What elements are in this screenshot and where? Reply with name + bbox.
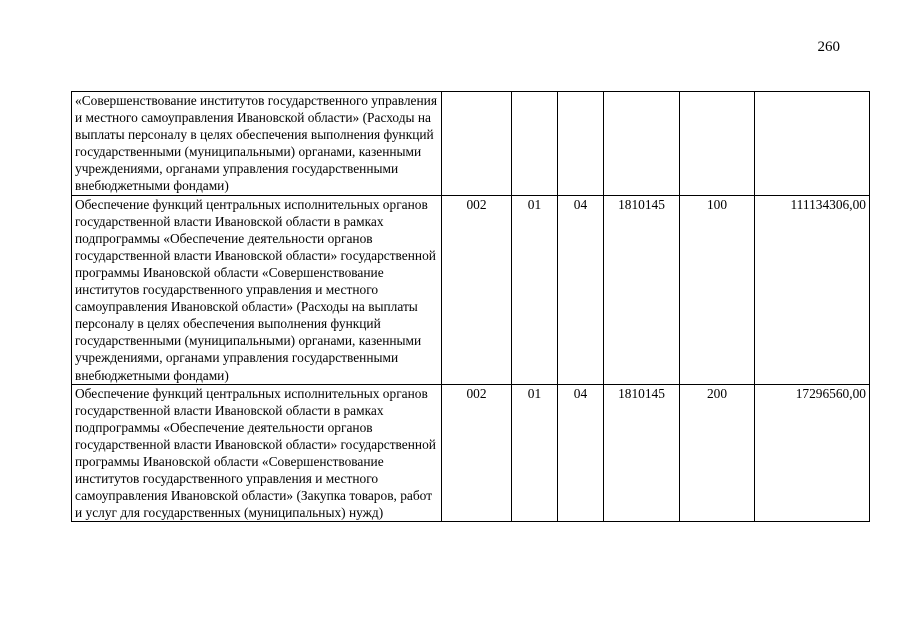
- ved-code-cell: 002: [442, 195, 512, 384]
- table-row: [72, 384, 870, 522]
- section-code-cell: 01: [512, 195, 558, 384]
- expense-type-code-cell: [680, 92, 755, 196]
- target-article-code-cell: 1810145: [604, 195, 680, 384]
- amount-cell: 17296560,00: [755, 384, 870, 522]
- row-description: Обеспечение функций центральных исполнительных органов государственной власти Ивановской области в рамках подпрограммы «Обеспечение деятельности органов государственной власти Ивановской области» государственной программы Ивановской области «Совершенствование институтов государственного управления и местного самоуправления Ивановской области» (Расходы на выплаты персоналу в целях обеспечения выполнения функций государственными (муниципальными) органами, казенными учреждениями, органами управления государственными внебюджетными фондами): [72, 195, 442, 384]
- subsection-code-cell: 04: [558, 384, 604, 522]
- target-article-code-cell: 1810145: [604, 384, 680, 522]
- amount-cell: [755, 92, 870, 196]
- row-description: Обеспечение функций центральных исполнительных органов государственной власти Ивановской области в рамках подпрограммы «Обеспечение деятельности органов государственной власти Ивановской области» государственной программы Ивановской области «Совершенствование институтов государственного управления и местного самоуправления Ивановской области» (Закупка товаров, работ и услуг для государственных (муниципальных) нужд): [72, 384, 442, 522]
- budget-table: [71, 91, 870, 522]
- subsection-code-cell: 04: [558, 195, 604, 384]
- subsection-code-cell: [558, 92, 604, 196]
- table-row: [72, 92, 870, 196]
- section-code-cell: 01: [512, 384, 558, 522]
- ved-code-cell: [442, 92, 512, 196]
- page-number: 260: [817, 39, 840, 55]
- expense-type-code-cell: 200: [680, 384, 755, 522]
- amount-cell: 111134306,00: [755, 195, 870, 384]
- expense-type-code-cell: 100: [680, 195, 755, 384]
- target-article-code-cell: [604, 92, 680, 196]
- table-row: [72, 195, 870, 384]
- row-description: «Совершенствование институтов государственного управления и местного самоуправления Ивановской области» (Расходы на выплаты персоналу в целях обеспечения выполнения функций государственными (муниципальными) органами, казенными учреждениями, органами управления государственными внебюджетными фондами): [72, 92, 442, 196]
- section-code-cell: [512, 92, 558, 196]
- ved-code-cell: 002: [442, 384, 512, 522]
